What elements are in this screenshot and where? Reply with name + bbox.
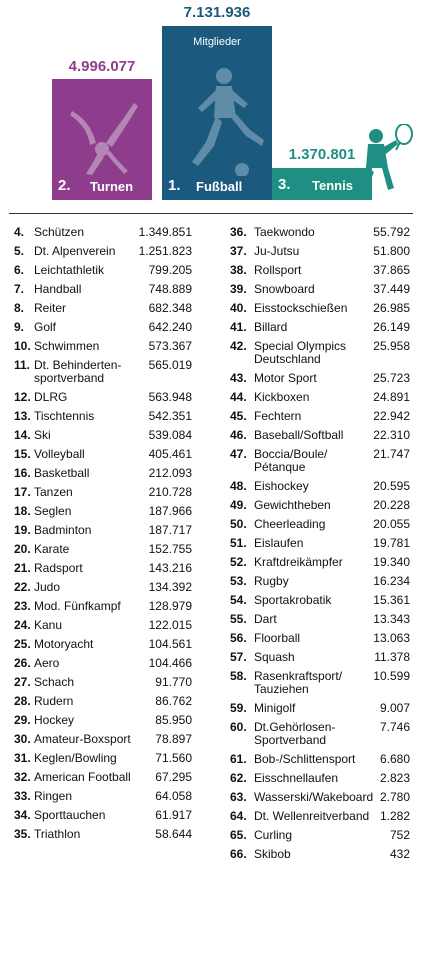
member-count: 13.063 [373,631,410,645]
member-count: 37.449 [373,282,410,296]
rank-label: 66. [230,847,247,861]
table-row [230,556,410,569]
rank-label: 35. [14,827,31,841]
sport-name: Schützen [34,225,85,239]
rank-label: 5. [14,244,25,258]
sport-name: Kickboxen [254,390,310,404]
rank-label: 14. [14,428,31,442]
member-count: 26.149 [373,320,410,334]
member-count: 16.234 [373,574,410,588]
member-count: 212.093 [148,466,192,480]
rank-label: 63. [230,790,247,804]
table-row [14,714,192,727]
member-count: 24.891 [373,390,410,404]
ranking-column-left [14,226,192,847]
rank-label: 7. [14,282,25,296]
table-row [230,429,410,442]
table-row [14,448,192,461]
table-row [14,828,192,841]
member-count: 1.349.851 [138,225,192,239]
member-count: 565.019 [148,358,192,372]
podium-box-fussball [162,26,272,200]
member-count: 55.792 [373,225,410,239]
sport-name: Curling [254,828,293,842]
table-row [14,226,192,239]
sport-name: Triathlon [34,827,81,841]
member-count: 37.865 [373,263,410,277]
rank-label: 17. [14,485,31,499]
member-count: 2.823 [379,771,410,785]
sport-name: Special Olympics Deutschland [254,339,347,366]
table-row [230,410,410,423]
member-count: 104.561 [148,637,192,651]
tennis-player-icon [348,124,418,204]
sport-name: Sportakrobatik [254,593,332,607]
member-count: 19.781 [373,536,410,550]
member-count: 85.950 [155,713,192,727]
table-row [14,752,192,765]
sport-name: Taekwondo [254,225,315,239]
rank-label: 60. [230,720,247,734]
rank-label: 55. [230,612,247,626]
member-count: 7.746 [379,720,410,734]
table-row [14,600,192,613]
rank-label: 36. [230,225,247,239]
member-count: 187.966 [148,504,192,518]
rank-label: 13. [14,409,31,423]
table-row [14,619,192,632]
rank-label: 8. [14,301,25,315]
podium-name-fussball: Fußball [196,179,243,194]
rank-label: 11. [14,358,31,372]
sport-name: Schwimmen [34,339,100,353]
member-count: 573.367 [148,339,192,353]
member-count: 6.680 [379,752,410,766]
member-count: 15.361 [373,593,410,607]
sport-name: American Football [34,770,131,784]
table-row [14,695,192,708]
sport-name: Boccia/Boule/ Pétanque [254,447,328,474]
sport-name: Dt. Alpenverein [34,244,116,258]
sport-name: Tischtennis [34,409,95,423]
table-row [14,283,192,296]
member-count: 25.723 [373,371,410,385]
table-row [14,676,192,689]
sport-name: Rugby [254,574,289,588]
member-count: 51.800 [373,244,410,258]
rank-label: 34. [14,808,31,822]
sport-name: Aero [34,656,60,670]
table-row [230,391,410,404]
sport-name: Handball [34,282,82,296]
member-count: 799.205 [148,263,192,277]
table-row [230,340,410,366]
member-count: 134.392 [148,580,192,594]
sport-name: Judo [34,580,61,594]
rank-label: 54. [230,593,247,607]
rank-label: 10. [14,339,31,353]
table-row [230,518,410,531]
rank-label: 50. [230,517,247,531]
podium-value-fussball: 7.131.936 [183,4,251,21]
table-row [230,448,410,474]
table-row [230,810,410,823]
member-count: 22.310 [373,428,410,442]
member-count: 19.340 [373,555,410,569]
member-count: 1.251.823 [138,244,192,258]
table-row [230,791,410,804]
sport-name: Rasenkraftsport/ Tauziehen [254,669,343,696]
rank-label: 33. [14,789,31,803]
member-count: 20.595 [373,479,410,493]
sport-name: Ringen [34,789,73,803]
member-count: 64.058 [155,789,192,803]
table-row [230,651,410,664]
rank-label: 22. [14,580,31,594]
rank-label: 32. [14,770,31,784]
rank-label: 40. [230,301,247,315]
rank-label: 44. [230,390,247,404]
table-row [14,562,192,575]
rank-label: 37. [230,244,247,258]
table-row [230,594,410,607]
table-row [14,359,192,385]
table-row [14,340,192,353]
member-count: 20.055 [373,517,410,531]
table-row [230,702,410,715]
table-row [230,670,410,696]
member-count: 25.958 [373,339,410,353]
rank-label: 30. [14,732,31,746]
sport-name: Sporttauchen [34,808,106,822]
rank-label: 56. [230,631,247,645]
sport-name: Dart [254,612,277,626]
member-count: 2.780 [379,790,410,804]
member-count: 210.728 [148,485,192,499]
member-count: 20.228 [373,498,410,512]
sport-name: Minigolf [254,701,296,715]
sport-name: Amateur-Boxsport [34,732,131,746]
table-row [14,505,192,518]
sport-name: Kraftdreikämpfer [254,555,343,569]
table-row [14,302,192,315]
sport-name: Volleyball [34,447,85,461]
rank-label: 15. [14,447,31,461]
sport-name: Radsport [34,561,83,575]
rank-label: 24. [14,618,31,632]
table-row [230,848,410,861]
sport-name: Eislaufen [254,536,304,550]
member-count: 104.466 [148,656,192,670]
podium-rank-tennis: 3. [278,176,291,193]
rank-label: 42. [230,339,247,353]
rank-label: 46. [230,428,247,442]
table-row [230,480,410,493]
member-count: 22.942 [373,409,410,423]
member-count: 128.979 [148,599,192,613]
sport-name: Rollsport [254,263,302,277]
table-row [230,721,410,747]
rank-label: 45. [230,409,247,423]
member-count: 78.897 [155,732,192,746]
sport-name: Basketball [34,466,90,480]
rank-label: 39. [230,282,247,296]
rank-label: 58. [230,669,247,683]
sport-name: Dt. Wellenreitverband [254,809,370,823]
footballer-icon [162,46,272,176]
member-count: 1.282 [379,809,410,823]
member-count: 71.560 [155,751,192,765]
sport-name: Eisstockschießen [254,301,348,315]
sport-name: Squash [254,650,295,664]
sport-name: Fechtern [254,409,302,423]
podium-value-tennis: 1.370.801 [288,146,356,163]
table-row [230,537,410,550]
rank-label: 23. [14,599,31,613]
member-count: 752 [389,828,410,842]
table-row [230,499,410,512]
podium-sub-label: Mitglieder [193,36,241,48]
rank-label: 6. [14,263,25,277]
rank-label: 52. [230,555,247,569]
table-row [230,632,410,645]
table-row [230,321,410,334]
table-row [14,809,192,822]
sport-name: Keglen/Bowling [34,751,117,765]
ranking-column-right [230,226,410,867]
sport-name: Dt. Behinderten-sportverband [34,358,122,385]
podium-rank-turnen: 2. [58,177,71,194]
sport-name: Eishockey [254,479,309,493]
sport-name: Wasserski/Wakeboard [254,790,374,804]
table-row [230,772,410,785]
rank-label: 18. [14,504,31,518]
rank-label: 41. [230,320,247,334]
sport-name: Reiter [34,301,67,315]
member-count: 432 [389,847,410,861]
sport-name: Cheerleading [254,517,326,531]
table-row [14,543,192,556]
rank-label: 21. [14,561,31,575]
rank-label: 19. [14,523,31,537]
sport-name: Ju-Jutsu [254,244,300,258]
table-row [230,226,410,239]
table-row [14,321,192,334]
rank-label: 12. [14,390,31,404]
sport-name: Bob-/Schlittensport [254,752,356,766]
table-row [14,657,192,670]
sport-name: Hockey [34,713,75,727]
podium-box-turnen [52,79,152,200]
table-row [14,581,192,594]
table-row [230,302,410,315]
member-count: 405.461 [148,447,192,461]
table-row [230,575,410,588]
rank-label: 25. [14,637,31,651]
member-count: 61.917 [155,808,192,822]
member-count: 143.216 [148,561,192,575]
member-count: 539.084 [148,428,192,442]
table-row [14,467,192,480]
member-count: 86.762 [155,694,192,708]
rank-label: 27. [14,675,31,689]
rank-label: 61. [230,752,247,766]
divider [9,213,413,214]
member-count: 682.348 [148,301,192,315]
table-row [14,391,192,404]
table-row [230,264,410,277]
sport-name: Mod. Fünfkampf [34,599,121,613]
table-row [14,790,192,803]
table-row [14,410,192,423]
podium-name-turnen: Turnen [90,179,134,194]
table-row [14,429,192,442]
member-count: 152.755 [148,542,192,556]
sport-name: Billard [254,320,288,334]
rank-label: 65. [230,828,247,842]
sport-name: Golf [34,320,57,334]
table-row [230,245,410,258]
table-row [14,733,192,746]
rank-label: 29. [14,713,31,727]
sport-name: Leichtathletik [34,263,105,277]
gymnast-icon [52,79,152,179]
sport-name: Karate [34,542,70,556]
member-count: 11.378 [374,650,410,664]
member-count: 26.985 [373,301,410,315]
rank-label: 59. [230,701,247,715]
sport-name: Eisschnellaufen [254,771,339,785]
sport-name: Schach [34,675,75,689]
member-count: 542.351 [148,409,192,423]
sport-name: Skibob [254,847,291,861]
table-row [230,613,410,626]
podium [0,0,422,205]
table-row [14,524,192,537]
table-row [14,638,192,651]
table-row [230,283,410,296]
table-row [14,264,192,277]
member-count: 122.015 [148,618,192,632]
table-row [14,245,192,258]
rank-label: 57. [230,650,247,664]
sport-name: Tanzen [34,485,73,499]
sport-name: Ski [34,428,51,442]
rank-label: 48. [230,479,247,493]
table-row [14,486,192,499]
rank-label: 9. [14,320,25,334]
rank-label: 47. [230,447,247,461]
sport-name: Rudern [34,694,74,708]
member-count: 748.889 [148,282,192,296]
rank-label: 64. [230,809,247,823]
rank-label: 16. [14,466,31,480]
table-row [14,771,192,784]
rank-label: 53. [230,574,247,588]
member-count: 187.717 [148,523,192,537]
rank-label: 31. [14,751,31,765]
rank-label: 62. [230,771,247,785]
member-count: 67.295 [155,770,192,784]
sport-name: Kanu [34,618,63,632]
sport-name: Motoryacht [34,637,94,651]
sport-name: Gewichtheben [254,498,331,512]
sport-name: Floorball [254,631,301,645]
sport-name: Motor Sport [254,371,317,385]
rank-label: 4. [14,225,25,239]
podium-rank-fussball: 1. [168,177,181,194]
member-count: 91.770 [155,675,192,689]
sport-name: Dt.Gehörlosen-Sportverband [254,720,336,747]
rank-label: 43. [230,371,247,385]
member-count: 642.240 [148,320,192,334]
member-count: 10.599 [373,669,410,683]
sport-name: Badminton [34,523,92,537]
rank-label: 28. [14,694,31,708]
sport-name: Snowboard [254,282,315,296]
rank-label: 49. [230,498,247,512]
rank-label: 38. [230,263,247,277]
member-count: 9.007 [379,701,410,715]
sport-name: DLRG [34,390,68,404]
table-row [230,753,410,766]
member-count: 563.948 [148,390,192,404]
podium-name-tennis: Tennis [312,178,353,193]
table-row [230,372,410,385]
rank-label: 20. [14,542,31,556]
rank-label: 26. [14,656,31,670]
podium-value-turnen: 4.996.077 [68,58,136,75]
sport-name: Seglen [34,504,72,518]
sport-name: Baseball/Softball [254,428,344,442]
rank-label: 51. [230,536,247,550]
member-count: 13.343 [373,612,410,626]
member-count: 21.747 [373,447,410,461]
member-count: 58.644 [155,827,192,841]
table-row [230,829,410,842]
